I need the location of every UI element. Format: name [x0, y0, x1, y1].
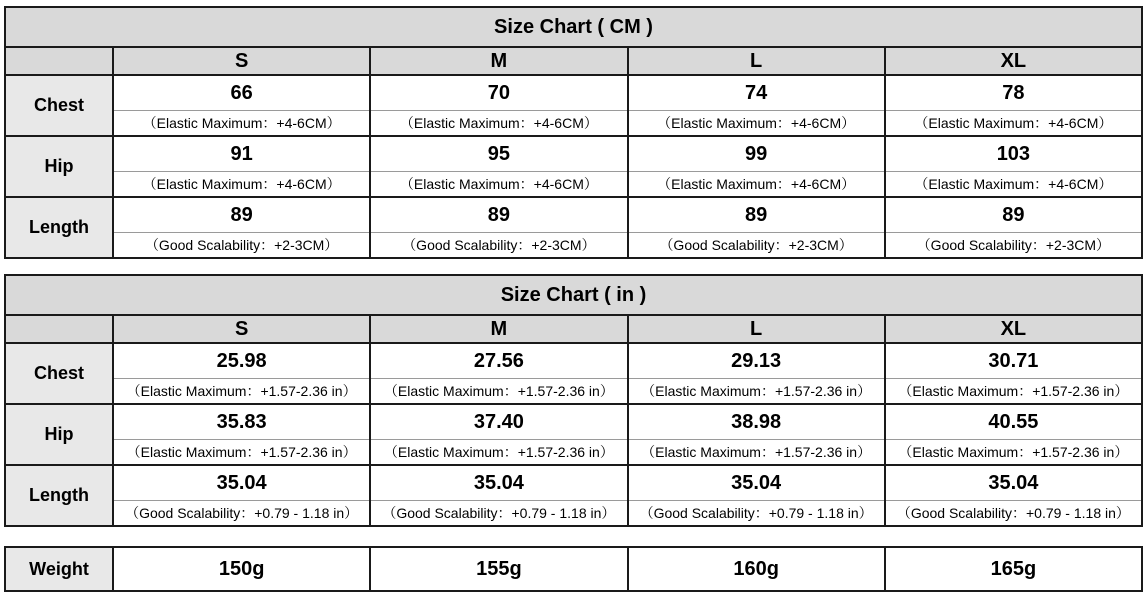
- note-cell: （Elastic Maximum：+4-6CM）: [628, 111, 885, 137]
- note-cell: （Elastic Maximum：+4-6CM）: [885, 172, 1142, 198]
- table-row: [5, 233, 1142, 259]
- row-label-chest: Chest: [5, 75, 113, 136]
- row-label-length: Length: [5, 197, 113, 258]
- table-row: [5, 501, 1142, 527]
- note-cell: （Elastic Maximum：+1.57-2.36 in）: [628, 440, 885, 466]
- table-row: [5, 343, 1142, 379]
- table-row: [5, 440, 1142, 466]
- weight-value-cell: 165g: [885, 547, 1142, 591]
- table-row: [5, 404, 1142, 440]
- size-header-s: S: [113, 315, 370, 343]
- size-header-m: M: [370, 47, 627, 75]
- value-cell: 95: [370, 136, 627, 172]
- note-cell: （Good Scalability：+0.79 - 1.18 in）: [113, 501, 370, 527]
- note-cell: （Good Scalability：+2-3CM）: [885, 233, 1142, 259]
- note-cell: （Good Scalability：+2-3CM）: [370, 233, 627, 259]
- row-label-weight: Weight: [5, 547, 113, 591]
- size-header-s: S: [113, 47, 370, 75]
- note-cell: （Good Scalability：+0.79 - 1.18 in）: [370, 501, 627, 527]
- table-row: [5, 465, 1142, 501]
- value-cell: 89: [370, 197, 627, 233]
- value-cell: 37.40: [370, 404, 627, 440]
- table-row: [5, 547, 1142, 591]
- note-cell: （Elastic Maximum：+1.57-2.36 in）: [370, 440, 627, 466]
- weight-value-cell: 155g: [370, 547, 627, 591]
- note-cell: （Elastic Maximum：+1.57-2.36 in）: [113, 379, 370, 405]
- table-row: [5, 111, 1142, 137]
- size-header-l: L: [628, 315, 885, 343]
- size-header-m: M: [370, 315, 627, 343]
- note-cell: （Good Scalability：+0.79 - 1.18 in）: [885, 501, 1142, 527]
- size-chart-in-title: Size Chart ( in ): [5, 275, 1142, 315]
- value-cell: 74: [628, 75, 885, 111]
- value-cell: 89: [113, 197, 370, 233]
- value-cell: 35.04: [885, 465, 1142, 501]
- value-cell: 27.56: [370, 343, 627, 379]
- value-cell: 35.04: [628, 465, 885, 501]
- table-row: [5, 197, 1142, 233]
- note-cell: （Elastic Maximum：+4-6CM）: [628, 172, 885, 198]
- note-cell: （Good Scalability：+2-3CM）: [113, 233, 370, 259]
- note-cell: （Elastic Maximum：+4-6CM）: [113, 172, 370, 198]
- value-cell: 66: [113, 75, 370, 111]
- weight-value-cell: 160g: [628, 547, 885, 591]
- size-header-xl: XL: [885, 315, 1142, 343]
- header-blank-cell: [5, 47, 113, 75]
- note-cell: （Elastic Maximum：+4-6CM）: [885, 111, 1142, 137]
- size-header-l: L: [628, 47, 885, 75]
- note-cell: （Elastic Maximum：+1.57-2.36 in）: [885, 379, 1142, 405]
- value-cell: 35.83: [113, 404, 370, 440]
- value-cell: 103: [885, 136, 1142, 172]
- value-cell: 25.98: [113, 343, 370, 379]
- weight-table: [4, 546, 1143, 592]
- row-label-hip: Hip: [5, 404, 113, 465]
- value-cell: 78: [885, 75, 1142, 111]
- note-cell: （Elastic Maximum：+1.57-2.36 in）: [113, 440, 370, 466]
- note-cell: （Elastic Maximum：+4-6CM）: [370, 172, 627, 198]
- value-cell: 89: [885, 197, 1142, 233]
- note-cell: （Good Scalability：+0.79 - 1.18 in）: [628, 501, 885, 527]
- row-label-length: Length: [5, 465, 113, 526]
- header-blank-cell: [5, 315, 113, 343]
- size-header-xl: XL: [885, 47, 1142, 75]
- value-cell: 35.04: [113, 465, 370, 501]
- table-row: [5, 136, 1142, 172]
- size-chart-in-table: [4, 274, 1143, 527]
- value-cell: 29.13: [628, 343, 885, 379]
- note-cell: （Elastic Maximum：+4-6CM）: [370, 111, 627, 137]
- row-label-chest: Chest: [5, 343, 113, 404]
- note-cell: （Elastic Maximum：+4-6CM）: [113, 111, 370, 137]
- note-cell: （Elastic Maximum：+1.57-2.36 in）: [628, 379, 885, 405]
- value-cell: 30.71: [885, 343, 1142, 379]
- value-cell: 99: [628, 136, 885, 172]
- table-row: [5, 379, 1142, 405]
- table-row: [5, 75, 1142, 111]
- value-cell: 38.98: [628, 404, 885, 440]
- note-cell: （Elastic Maximum：+1.57-2.36 in）: [885, 440, 1142, 466]
- value-cell: 70: [370, 75, 627, 111]
- table-row: [5, 172, 1142, 198]
- value-cell: 91: [113, 136, 370, 172]
- value-cell: 40.55: [885, 404, 1142, 440]
- size-chart-cm-title: Size Chart ( CM ): [5, 7, 1142, 47]
- value-cell: 35.04: [370, 465, 627, 501]
- note-cell: （Good Scalability：+2-3CM）: [628, 233, 885, 259]
- size-header-row: [5, 315, 1142, 343]
- size-chart-cm-table: [4, 6, 1143, 259]
- row-label-hip: Hip: [5, 136, 113, 197]
- size-header-row: [5, 47, 1142, 75]
- weight-value-cell: 150g: [113, 547, 370, 591]
- note-cell: （Elastic Maximum：+1.57-2.36 in）: [370, 379, 627, 405]
- value-cell: 89: [628, 197, 885, 233]
